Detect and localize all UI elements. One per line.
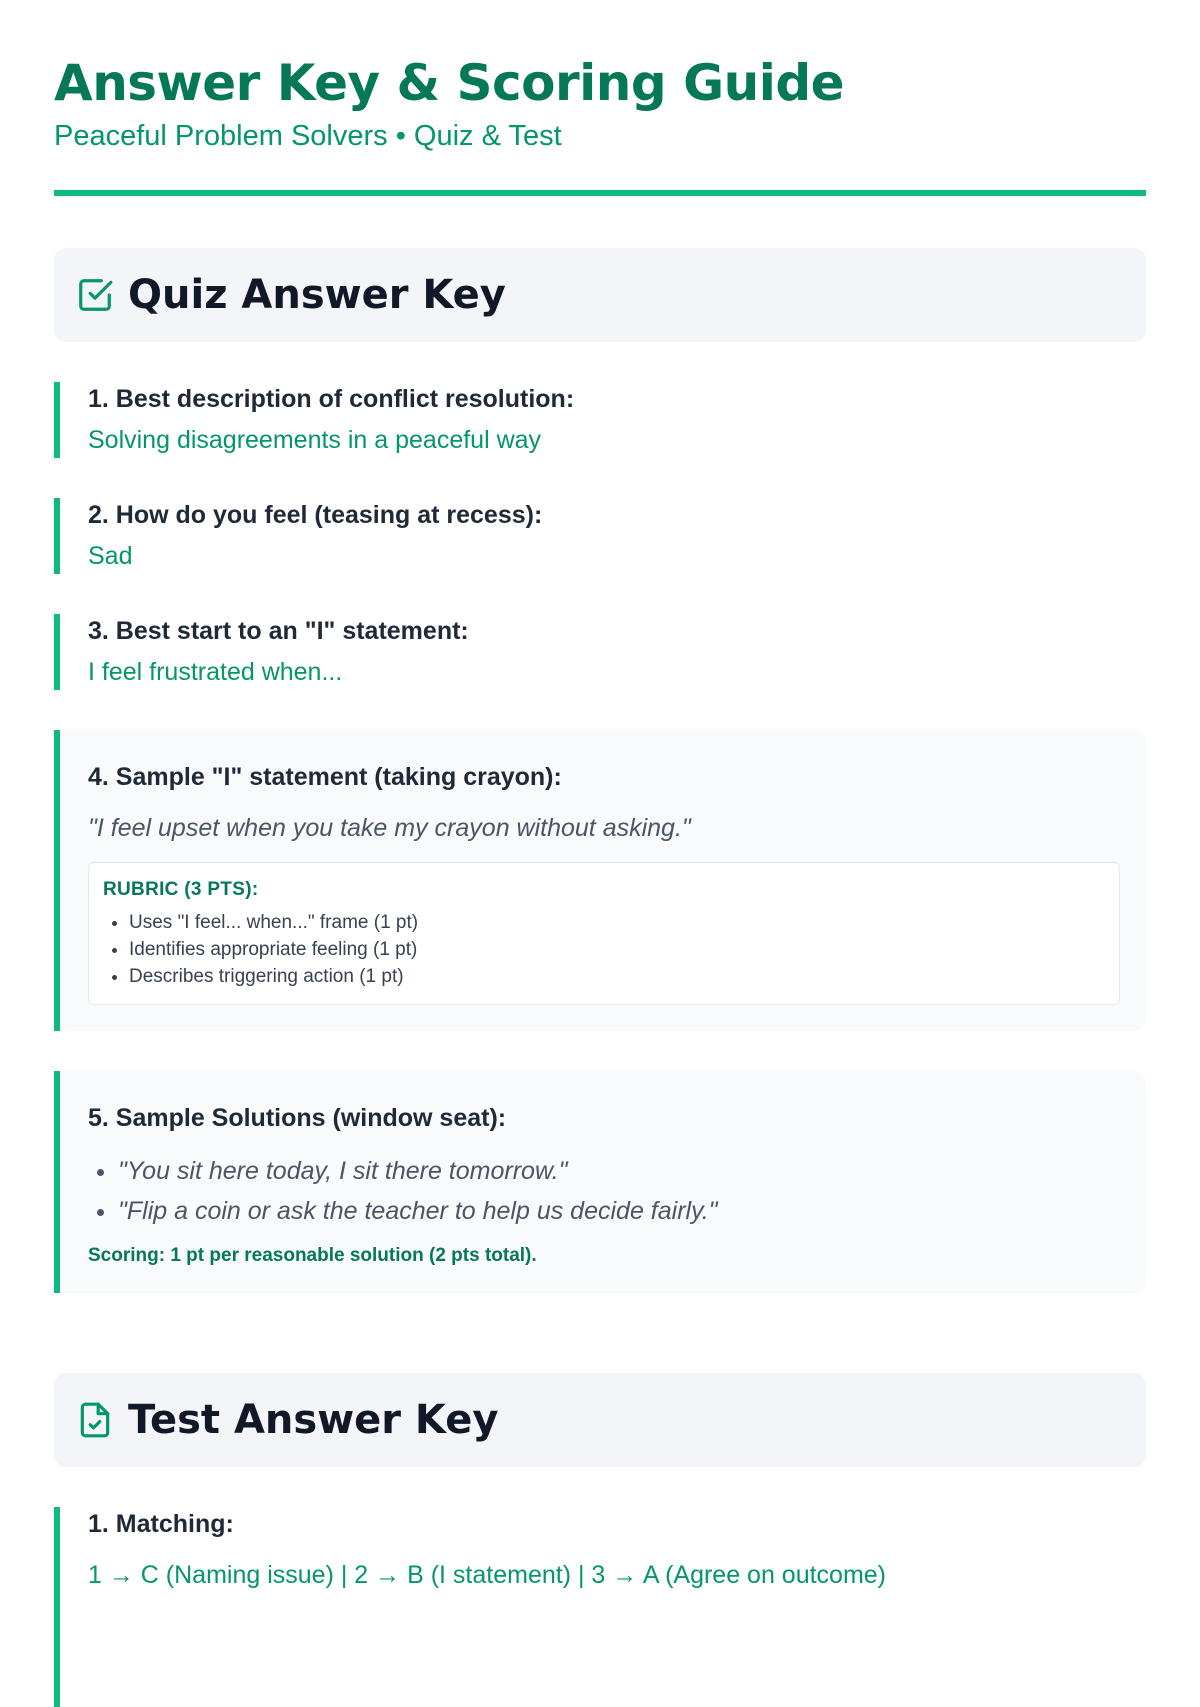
rubric-box: [88, 862, 1120, 1005]
quiz-item-2: [54, 498, 1146, 574]
question-text: 3. Best start to an "I" statement:: [88, 617, 469, 645]
answer-text: Sad: [88, 542, 133, 570]
question-text: 5. Sample Solutions (window seat):: [88, 1104, 507, 1132]
header-divider: [54, 190, 1146, 196]
quiz-item-5: [54, 1071, 1146, 1293]
quiz-item-3: [54, 614, 1146, 690]
quiz-item-4: [54, 730, 1146, 1031]
sample-answer: "I feel upset when you take my crayon without asking.": [88, 814, 691, 842]
page-subtitle: Peaceful Problem Solvers • Quiz & Test: [54, 120, 562, 152]
quiz-section-title: Quiz Answer Key: [128, 272, 506, 318]
test-section-title: Test Answer Key: [128, 1397, 499, 1443]
solution-item: • "You sit here today, I sit there tomorrow.": [118, 1151, 1120, 1191]
rubric-item: • Uses "I feel... when..." frame (1 pt): [129, 909, 1105, 936]
test-section-header: [54, 1373, 1146, 1467]
question-text: 4. Sample "I" statement (taking crayon):: [88, 763, 562, 791]
answer-text: Solving disagreements in a peaceful way: [88, 426, 542, 454]
matching-answer: 1 → C (Naming issue) | 2 → B (I statement) | 3 → A (Agree on outcome): [88, 1561, 887, 1589]
test-item-1: [54, 1507, 1146, 1707]
question-text: 1. Best description of conflict resolution:: [88, 385, 575, 413]
page-title: Answer Key & Scoring Guide: [54, 54, 845, 112]
rubric-list: [103, 909, 1105, 990]
document-check-icon: [76, 1401, 114, 1439]
question-text: 2. How do you feel (teasing at recess):: [88, 501, 543, 529]
question-text: 1. Matching:: [88, 1510, 234, 1538]
checkbox-icon: [76, 276, 114, 314]
rubric-title: RUBRIC (3 PTS):: [103, 879, 259, 900]
rubric-item: • Describes triggering action (1 pt): [129, 963, 1105, 990]
quiz-section-header: [54, 248, 1146, 342]
rubric-item: • Identifies appropriate feeling (1 pt): [129, 936, 1105, 963]
quiz-item-1: [54, 382, 1146, 458]
solution-list: [88, 1151, 1120, 1231]
answer-text: I feel frustrated when...: [88, 658, 343, 686]
document-header: [54, 0, 1146, 196]
solution-item: • "Flip a coin or ask the teacher to help us decide fairly.": [118, 1191, 1120, 1231]
scoring-note: Scoring: 1 pt per reasonable solution (2 pts total).: [88, 1245, 537, 1266]
